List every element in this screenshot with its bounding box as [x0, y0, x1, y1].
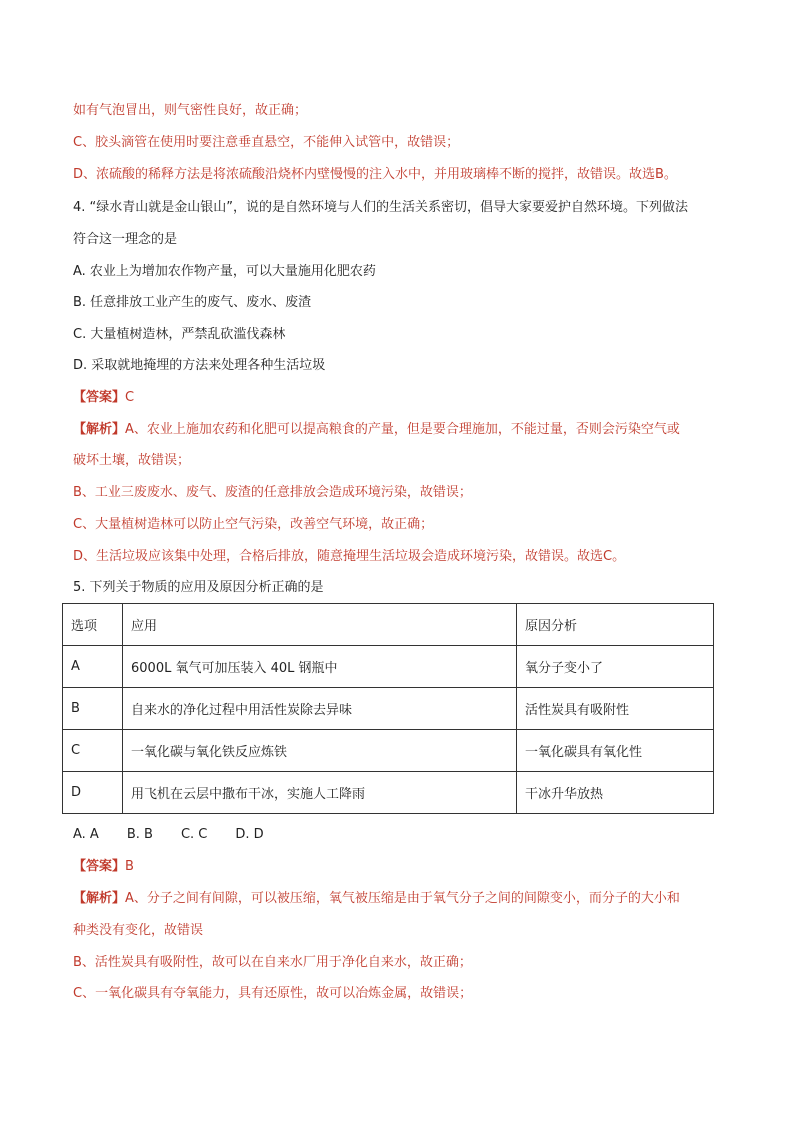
question-5-stem: 5. 下列关于物质的应用及原因分析正确的是 — [73, 580, 324, 595]
answer-value: C — [125, 390, 135, 405]
table-cell: D — [63, 772, 123, 814]
answer-label: 【答案】 — [73, 859, 126, 874]
table-cell: 用飞机在云层中撒布干冰，实施人工降雨 — [123, 772, 517, 814]
analysis-line — [73, 890, 680, 908]
analysis-label: 【解析】 — [73, 891, 126, 906]
analysis-line — [73, 421, 680, 439]
analysis-line: D、浓硫酸的稀释方法是将浓硫酸沿烧杯内壁慢慢的注入水中，并用玻璃棒不断的搅拌，故错误。故选B。 — [73, 167, 677, 182]
table-header-cell: 选项 — [63, 604, 123, 646]
option-c: C. 大量植树造林，严禁乱砍滥伐森林 — [73, 327, 286, 342]
table-cell: 一氧化碳具有氧化性 — [517, 730, 714, 772]
analysis-line: C、大量植树造林可以防止空气污染，改善空气环境，故正确； — [73, 517, 434, 532]
choice-c: C. C — [180, 827, 208, 842]
answer-line — [73, 858, 134, 876]
question-4-stem-cont: 符合这一理念的是 — [73, 232, 178, 247]
analysis-text: A、农业上施加农药和化肥可以提高粮食的产量，但是要合理施加，不能过量，否则会污染空气或 — [125, 422, 680, 437]
option-d: D. 采取就地掩埋的方法来处理各种生活垃圾 — [73, 358, 326, 373]
choice-list — [73, 826, 292, 844]
analysis-line: C、胶头滴管在使用时要注意垂直悬空，不能伸入试管中，故错误； — [73, 135, 460, 150]
table-cell: 活性炭具有吸附性 — [517, 688, 714, 730]
table-header-cell: 应用 — [123, 604, 517, 646]
table-row — [63, 688, 714, 730]
options-table — [62, 603, 714, 814]
table-cell: 自来水的净化过程中用活性炭除去异味 — [123, 688, 517, 730]
analysis-line: D、生活垃圾应该集中处理，合格后排放，随意掩埋生活垃圾会造成环境污染，故错误。故选C。 — [73, 549, 626, 564]
table-header-cell: 原因分析 — [517, 604, 714, 646]
analysis-line: 种类没有变化，故错误 — [73, 923, 204, 938]
table-row — [63, 730, 714, 772]
question-4-stem: 4. “绿水青山就是金山银山”，说的是自然环境与人们的生活关系密切，倡导大家要爱护自然环境。下列做法 — [73, 200, 689, 215]
analysis-line: B、工业三废废水、废气、废渣的任意排放会造成环境污染，故错误； — [73, 485, 472, 500]
table-cell: 氧分子变小了 — [517, 646, 714, 688]
analysis-line: B、活性炭具有吸附性，故可以在自来水厂用于净化自来水，故正确； — [73, 955, 472, 970]
table-cell: 一氧化碳与氧化铁反应炼铁 — [123, 730, 517, 772]
analysis-line: 如有气泡冒出，则气密性良好，故正确； — [73, 103, 308, 118]
choice-d: D. D — [235, 827, 264, 842]
choice-a: A. A — [73, 827, 99, 842]
analysis-text: A、分子之间有间隙，可以被压缩，氧气被压缩是由于氧气分子之间的间隙变小，而分子的大小和 — [125, 891, 680, 906]
table-header-row — [63, 604, 714, 646]
answer-line — [73, 389, 134, 407]
analysis-line: C、一氧化碳具有夺氧能力，具有还原性，故可以冶炼金属，故错误； — [73, 986, 473, 1001]
table-row — [63, 772, 714, 814]
option-b: B. 任意排放工业产生的废气、废水、废渣 — [73, 295, 312, 310]
option-a: A. 农业上为增加农作物产量，可以大量施用化肥农药 — [73, 264, 376, 279]
table-cell: 干冰升华放热 — [517, 772, 714, 814]
answer-value: B — [125, 859, 134, 874]
table-row — [63, 646, 714, 688]
table-cell: 6000L 氧气可加压装入 40L 钢瓶中 — [123, 646, 517, 688]
choice-b: B. B — [126, 827, 153, 842]
answer-label: 【答案】 — [73, 390, 126, 405]
table-cell: A — [63, 646, 123, 688]
analysis-line: 破坏土壤，故错误； — [73, 453, 191, 468]
table-cell: C — [63, 730, 123, 772]
table-cell: B — [63, 688, 123, 730]
analysis-label: 【解析】 — [73, 422, 126, 437]
